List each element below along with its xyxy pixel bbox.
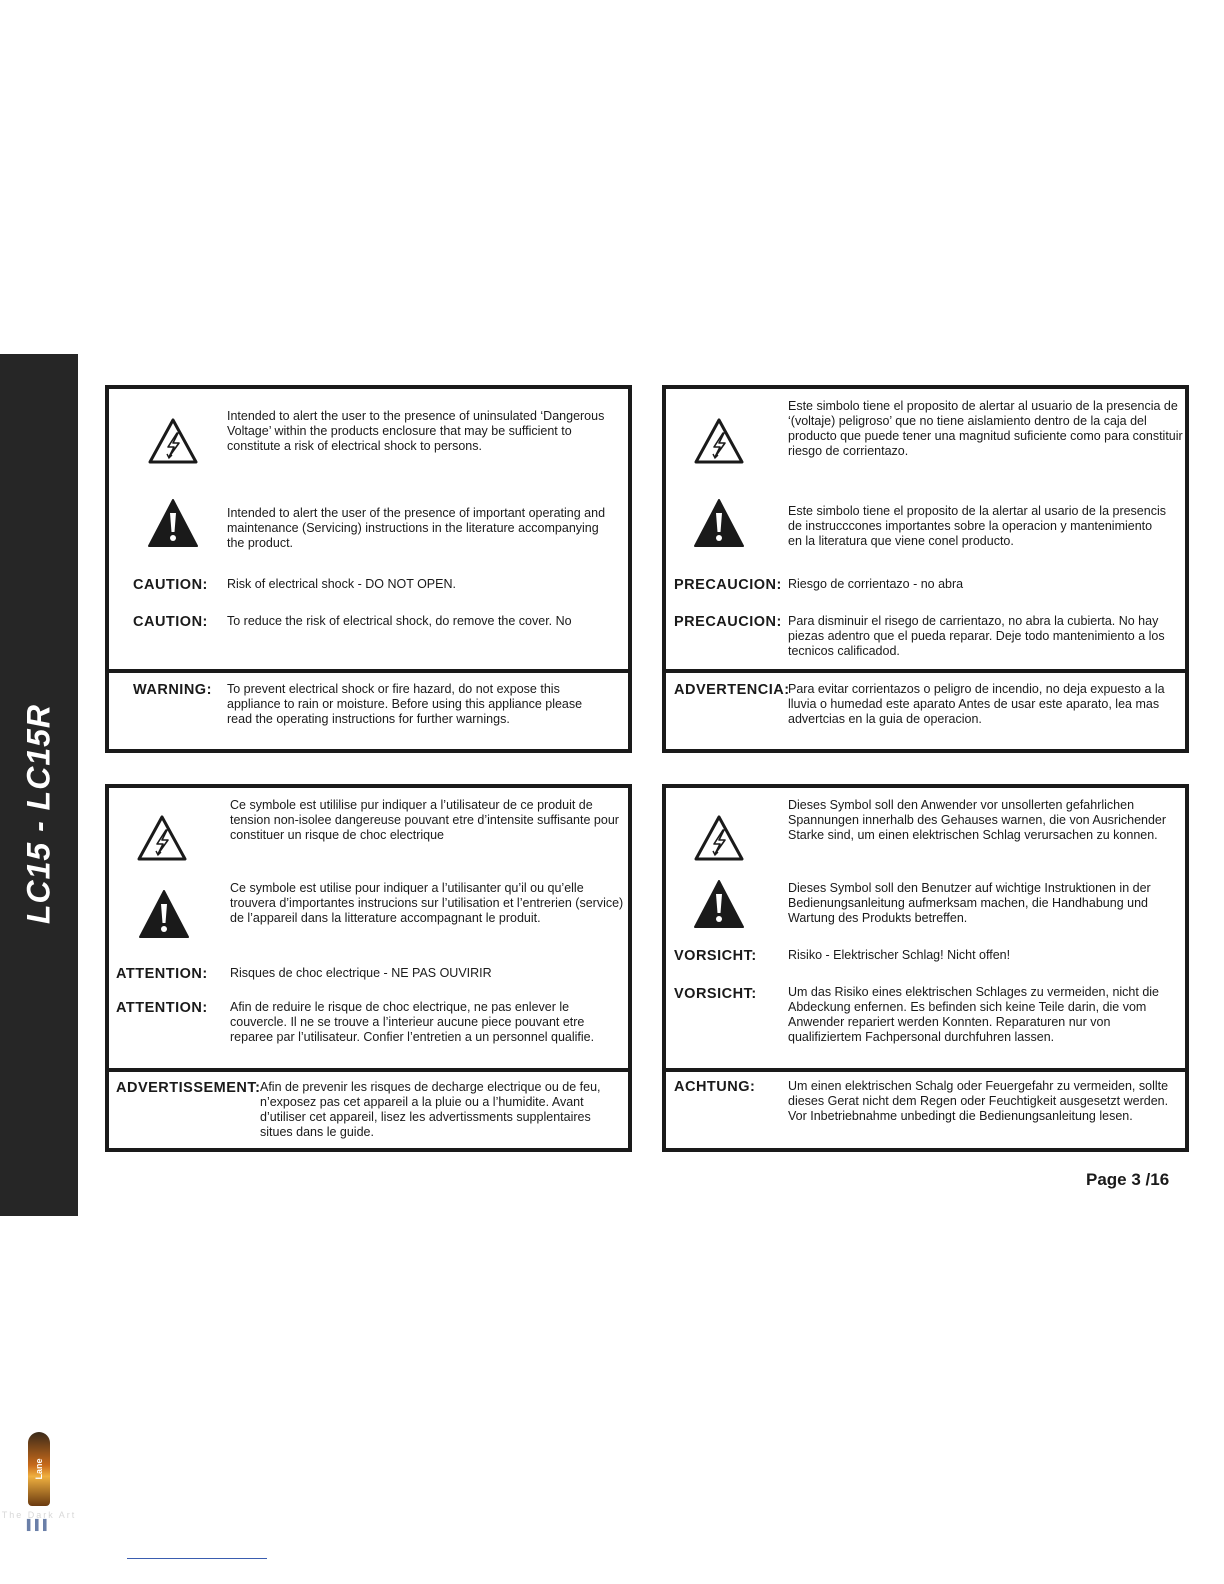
warning-label: ADVERTISSEMENT:	[116, 1080, 261, 1096]
instructions-symbol-text: Dieses Symbol soll den Benutzer auf wichtige Instruktionen in der Bedienungsanleitung aufmerksam machen, die Handhabung und Wartung des Produkts betreffen.	[788, 881, 1151, 925]
warning-text: Afin de prevenir les risques de decharge electrique ou de feu, n’exposez pas cet appareil a la pluie ou a l’humidite. Avant d’utiliser cet appareil, lisez les advertissments supplentaires situes dans le guide.	[260, 1080, 601, 1139]
panel-english	[105, 385, 632, 753]
voltage-symbol-text: Ce symbole est utililise pur indiquer a l’utilisateur de ce produit de tension non-isolee dangereuse pouvant etre d’intensite suffisante pour constituer un risque de choc electrique	[230, 798, 619, 842]
warning-text: Um einen elektrischen Schalg oder Feuergefahr zu vermeiden, sollte dieses Gerat nicht dem Regen oder Feuchtigkeit ausgesetzt werden. Vor Inbetriebnahme unbedingt die Bedienungsanleitung lesen.	[788, 1079, 1169, 1123]
panel-spanish	[662, 385, 1189, 753]
warning-text: Para evitar corrientazos o peligro de incendio, no deja expuesto a la lluvia o humedad este aparato Antes de usar este aparato, lea mas advertcias en la guia de operacion.	[788, 682, 1165, 726]
caution-label: CAUTION:	[133, 614, 208, 630]
exclamation-triangle-icon	[694, 880, 744, 930]
voltage-symbol-text: Intended to alert the user to the presence of uninsulated ‘Dangerous Voltage’ within the products enclosure that may be sufficient to constitute a risk of electrical shock to persons.	[227, 409, 605, 453]
exclamation-triangle-icon	[694, 499, 744, 549]
footer-line	[127, 1558, 267, 1559]
instructions-symbol-text: Ce symbole est utilise pour indiquer a l’utilisanter qu’il ou qu’elle trouvera d’importantes instrucions sur l’utilisation et l’entrerien (service) de l’appareil dans la litterature accompagnant le produit.	[230, 881, 624, 925]
caution-text: Para disminuir el risego de carrientazo, no abra la cubierta. No hay piezas adentro que el pueda reparar. Deje todo mantenimiento a los tecnicos calificadod.	[788, 614, 1165, 658]
panel-divider	[666, 669, 1185, 673]
brand-tagline: The Dark Art	[1, 1510, 77, 1520]
caution-text: Riesgo de corrientazo - no abra	[788, 577, 964, 591]
sidebar	[0, 354, 78, 1531]
caution-label: VORSICHT:	[674, 948, 757, 964]
panel-divider	[109, 669, 628, 673]
voltage-symbol-text: Este simbolo tiene el proposito de alertar al usuario de la presencia de ‘(voltaje) peligroso’ que no tiene aislamiento dentro de la caja del producto que puede tener una magnitud suficiente como para constituir riesgo de corrientazo.	[788, 399, 1183, 458]
caution-label: VORSICHT:	[674, 986, 757, 1002]
page-number: Page 3 /16	[1086, 1170, 1170, 1189]
lightning-triangle-icon	[694, 814, 744, 864]
caution-label: ATTENTION:	[116, 966, 208, 982]
warning-label: ACHTUNG:	[674, 1079, 756, 1095]
panel-divider	[666, 1068, 1185, 1072]
caution-label: CAUTION:	[133, 577, 208, 593]
caution-text: To reduce the risk of electrical shock, do remove the cover. No	[227, 614, 572, 628]
caution-label: PRECAUCION:	[674, 614, 782, 630]
warning-text: To prevent electrical shock or fire hazard, do not expose this appliance to rain or moisture. Before using this appliance please read the operating instructions for further warnings.	[227, 682, 583, 726]
panel-divider	[109, 1068, 628, 1072]
caution-text: Risques de choc electrique - NE PAS OUVIRIR	[230, 966, 492, 980]
panel-german	[662, 784, 1189, 1152]
instructions-symbol-text: Este simbolo tiene el proposito de la alertar al usario de la presencis de instrucccones importantes sobre la operacion y mantenimiento en la literatura que viene conel producto.	[788, 504, 1166, 548]
lightning-triangle-icon	[148, 417, 198, 467]
lightning-triangle-icon	[694, 417, 744, 467]
exclamation-triangle-icon	[148, 499, 198, 549]
brand-bars: ▌▌▌	[26, 1520, 52, 1531]
instructions-symbol-text: Intended to alert the user of the presence of important operating and maintenance (Servicing) instructions in the literature accompanying the product.	[227, 506, 606, 550]
model-title: LC15 - LC15R	[20, 703, 57, 925]
caution-text: Risk of electrical shock - DO NOT OPEN.	[227, 577, 456, 591]
lightning-triangle-icon	[137, 814, 187, 864]
caution-text: Afin de reduire le risque de choc electrique, ne pas enlever le couvercle. Il ne se trouve a l’interieur aucune piece pouvant etre reparee par l’utilisateur. Confier l’entretien a un personnel qualifie.	[230, 1000, 595, 1044]
caution-text: Um das Risiko eines elektrischen Schlages zu vermeiden, nicht die Abdeckung enfernen. Es befinden sich keine Teile darin, die vom Anwender repariert werden Konnten. Reparaturen nur von qualifiziertem Fachpersonal durchfuhren lassen.	[788, 985, 1160, 1044]
brand-logo	[0, 1432, 78, 1531]
caution-label: ATTENTION:	[116, 1000, 208, 1016]
panel-french	[105, 784, 632, 1152]
voltage-symbol-text: Dieses Symbol soll den Anwender vor unsollerten gefahrlichen Spannungen innerhalb des Gehauses warnen, die von Ausrichender Starke sind, um einen elektrischen Schlag verursachen zu konnen.	[788, 798, 1167, 842]
warning-label: WARNING:	[133, 682, 212, 698]
caution-label: PRECAUCION:	[674, 577, 782, 593]
valve-tube-icon: Lane	[28, 1432, 50, 1506]
caution-text: Risiko - Elektrischer Schlag! Nicht offen!	[788, 948, 1011, 962]
exclamation-triangle-icon	[139, 890, 189, 940]
warning-label: ADVERTENCIA:	[674, 682, 790, 698]
